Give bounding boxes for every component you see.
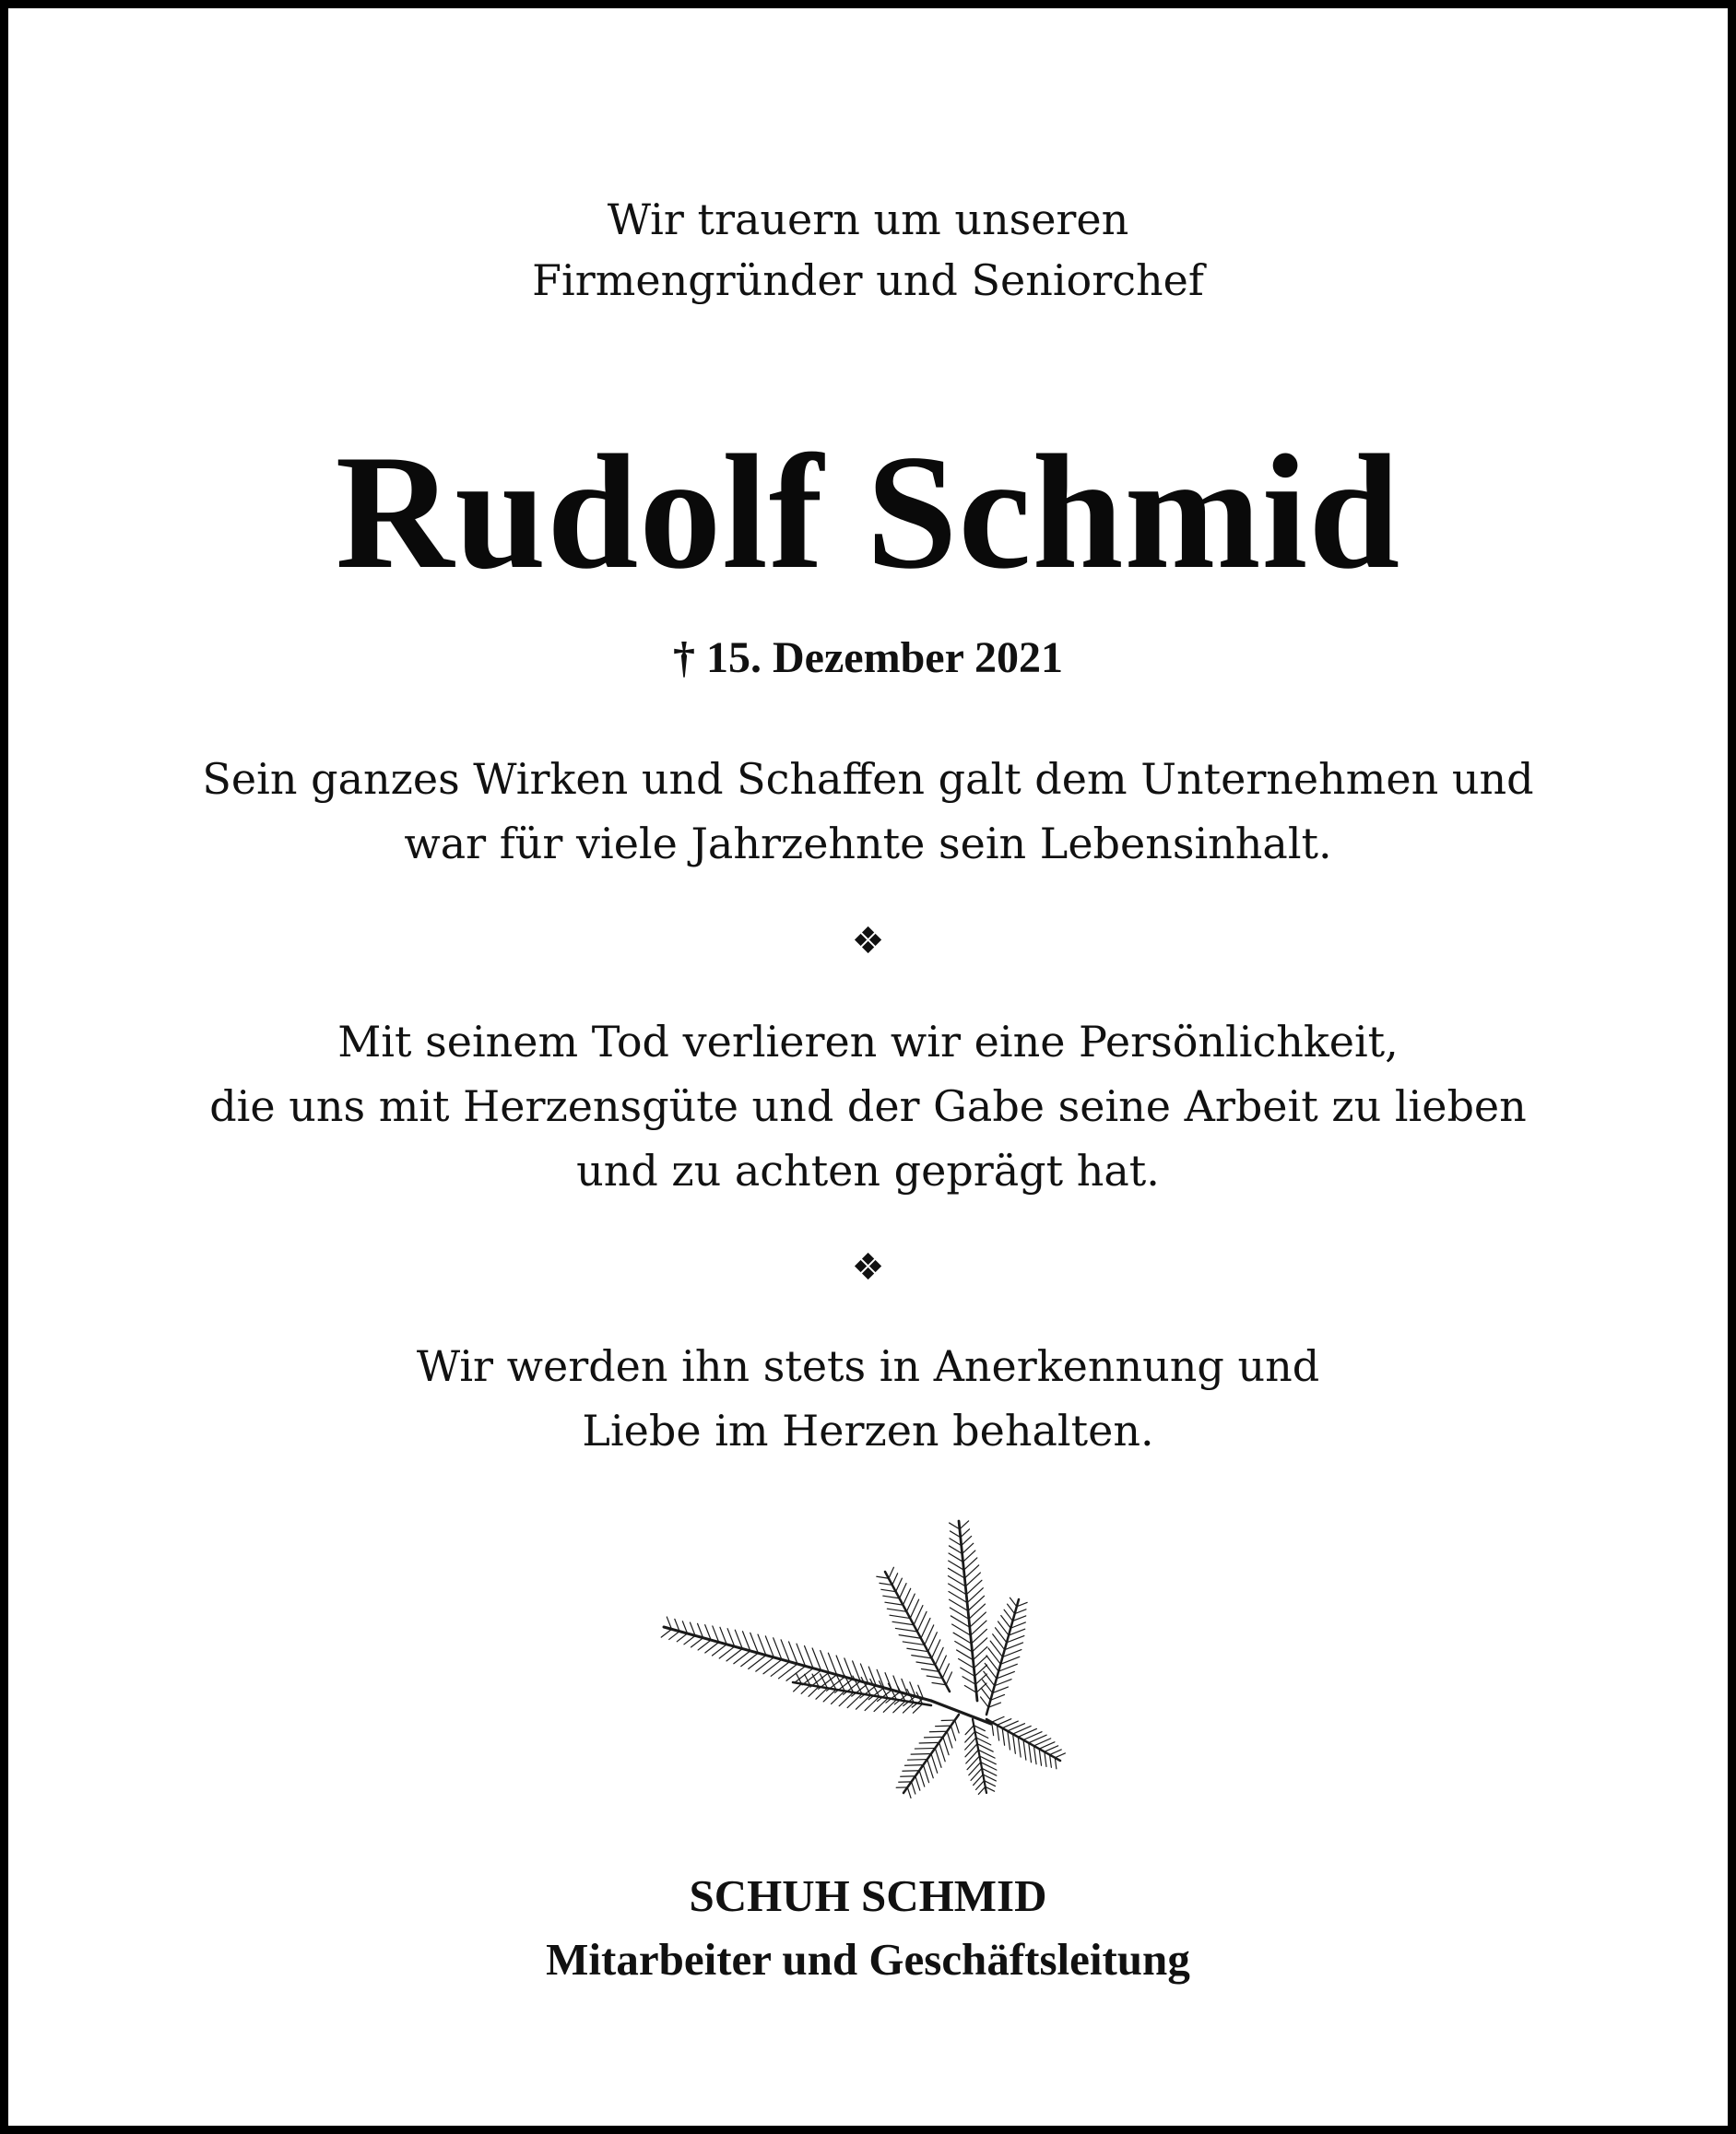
intro-line: Wir trauern um unseren	[607, 195, 1129, 244]
paragraph-line: Wir werden ihn stets in Anerkennung und	[416, 1341, 1320, 1391]
death-date: † 15. Dezember 2021	[673, 633, 1063, 682]
deceased-name: Rudolf Schmid	[335, 420, 1401, 603]
paragraph-line: und zu achten geprägt hat.	[576, 1146, 1160, 1196]
paragraph-line: Mit seinem Tod verlieren wir eine Persönlichkeit,	[337, 1017, 1399, 1067]
paragraph-line: war für viele Jahrzehnte sein Lebensinhalt.	[404, 819, 1332, 868]
intro-line: Firmengründer und Seniorchef	[532, 255, 1204, 305]
signature-subtitle: Mitarbeiter und Geschäftsleitung	[546, 1934, 1190, 1985]
paragraph-line: Liebe im Herzen behalten.	[582, 1406, 1154, 1456]
paragraph-2	[0, 1009, 1736, 1203]
paragraph-line: Sein ganzes Wirken und Schaffen galt dem Unternehmen und	[202, 754, 1534, 804]
intro-text	[0, 189, 1736, 311]
signature-company: SCHUH SCHMID	[689, 1870, 1047, 1921]
ornament-icon: ❖	[851, 920, 885, 962]
paragraph-line: die uns mit Herzensgüte und der Gabe seine Arbeit zu lieben	[209, 1081, 1527, 1131]
paragraph-3	[0, 1334, 1736, 1463]
ornament-icon: ❖	[851, 1246, 885, 1289]
paragraph-1	[0, 747, 1736, 876]
fir-branch-icon	[655, 1516, 1079, 1811]
